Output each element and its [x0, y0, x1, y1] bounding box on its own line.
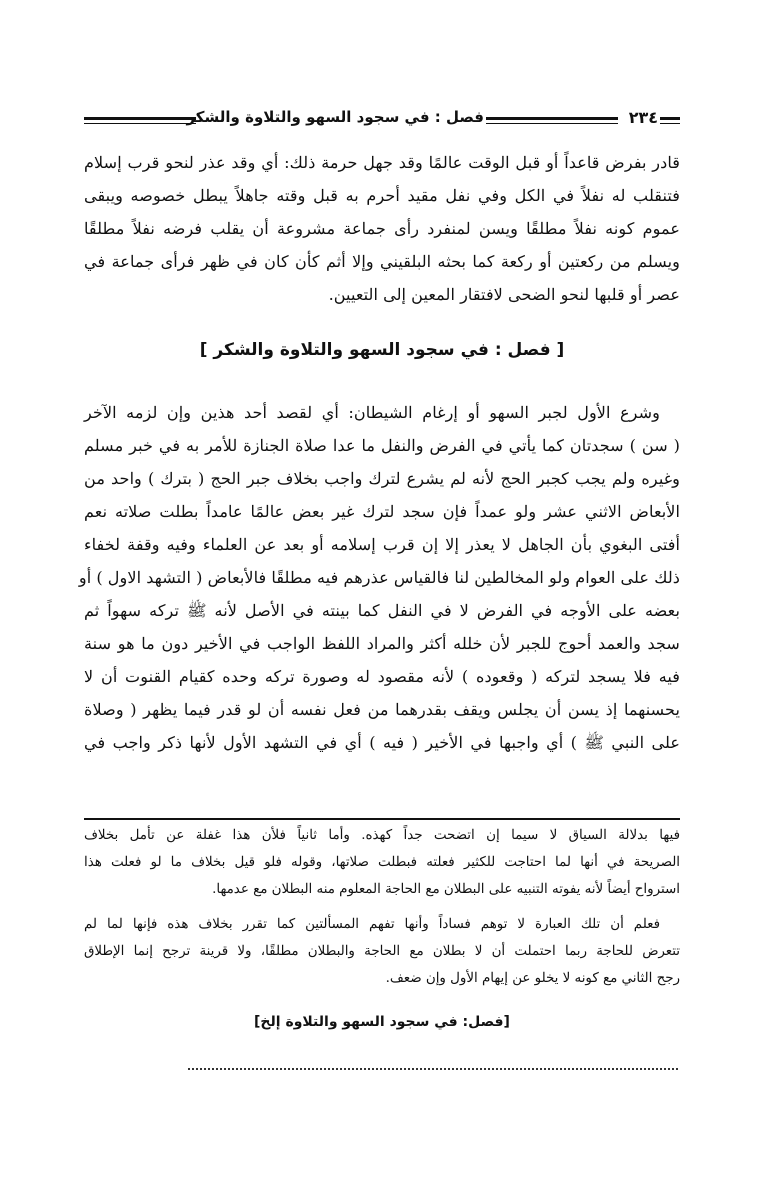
text-line: قادر بفرض قاعداً أو قبل الوقت عالمًا وقد جهل حرمة ذلك: أي وقد عذر لنحو قرب إسلام	[84, 153, 680, 172]
running-title: فصل : في سجود السهو والتلاوة والشكر	[186, 108, 484, 126]
text-line: بعضه على الأوجه في الفرض لا في النفل كما بينته في الأصل لأنه ﷺ تركه سهواً ثم	[84, 601, 680, 620]
footnote-section-heading: [فصل: في سجود السهو والتلاوة إلخ]	[254, 1014, 510, 1030]
footnote-line: رجح الثاني مع كونه لا يخلو عن إيهام الأول وإن ضعف.	[385, 971, 680, 986]
footnote-line: فعلم أن تلك العبارة لا توهم فساداً وأنها تفهم المسألتين كما تقرر بخلاف هذه فإنها لما لم	[84, 917, 660, 932]
section-heading: [ فصل : في سجود السهو والتلاوة والشكر ]	[199, 340, 565, 360]
header-rule-left	[84, 117, 196, 120]
text-line: عصر أو قلبها لنحو الضحى لافتقار المعين إلى التعيين.	[328, 285, 680, 304]
footnote-line: استرواح أيضاً لأنه يفوته التنبيه على البطلان مع الحاجة المعلوم منه البطلان مع عدمها.	[212, 882, 680, 897]
text-line: فيه فلا يسجد لتركه ( وقعوده ) لأنه مقصود له وصورة تركه وحده كقيام القنوت أن لا	[84, 667, 680, 686]
running-header	[84, 108, 680, 132]
text-line: فتنقلب له نفلاً في الكل وفي نفل مقيد أحرم به قبل وقته جاهلاً يبطل خصوصه ويبقى	[84, 186, 680, 205]
text-line: على النبي ﷺ ) أي واجبها في الأخير ( فيه ) أي في التشهد الأول لأنها ذكر واجب في	[84, 733, 680, 752]
text-line: الأبعاض الاثني عشر ولو عمداً فإن سجد لترك غير بعض عالمًا عامداً بطلت صلاته نعم	[84, 502, 680, 521]
text-line: عموم كونه نفلاً مطلقًا ويسن لمنفرد رأى جماعة مشروعة أن يقلب فرضه نفلاً مطلقًا	[84, 219, 680, 238]
main-text-paragraph-1	[84, 146, 680, 311]
text-line: ( سن ) سجدتان كما يأتي في الفرض والنفل ما عدا صلاة الجنازة للأمر به في خبر مسلم	[84, 436, 680, 455]
footnote-divider	[84, 818, 680, 820]
text-line: وغيره ولم يجب كجبر الحج لأنه لم يشرع لترك واجب بخلاف جبر الحج ( بترك ) واحد من	[84, 469, 680, 488]
text-line: ويسلم من ركعتين أو ركعة كما بحثه البلقيني وإلا أثم كأن كان في ظهر فرأى جماعة في	[84, 252, 680, 271]
footnote-line: تتعرض للحاجة ربما احتملت أن لا بطلان مع الحاجة والبطلان مطلقًا، ولا قرينة ترجح إنما الإطلاق	[84, 944, 680, 959]
footnote-line: فيها بدلالة السياق لا سيما إن اتضحت جداً كهذه. وأما ثانياً فلأن هذا غفلة عن تأمل بخلاف	[84, 828, 680, 843]
page-number: ٢٣٤	[628, 108, 658, 127]
header-rule-right	[660, 117, 680, 120]
header-rule-middle	[486, 117, 618, 120]
text-line: يحسنهما إذ يسن أن يجلس ويقف بقدرهما من فعل نفسه أن لو قدر فيما يظهر ( وصلاة	[84, 700, 680, 719]
main-text-paragraph-2	[78, 396, 680, 759]
footnote-line: الصريحة في أنها لما احتاجت للكثير فعلته فبطلت صلاتها، وقوله فلو قيل بخلاف ما لو فعلت هذا	[84, 855, 680, 870]
text-line: وشرع الأول لجبر السهو أو إرغام الشيطان: أي لقصد أحد هذين وإن لزمه الآخر	[84, 403, 660, 422]
footnotes	[84, 822, 680, 992]
text-line: سجد والعمد أحوج للجبر لأن خلله أكثر والمراد اللفظ الواجب في الأخير دون ما هو سنة	[84, 634, 680, 653]
dotted-separator	[188, 1068, 678, 1070]
text-line: أفتى البغوي بأن الجاهل لا يعذر إلا إن قرب إسلامه أو بعد عن العلماء وفيه وقفة لخفاء	[84, 535, 680, 554]
text-line: ذلك على العوام ولو المخالطين لنا فالقياس عذرهم فيه مطلقًا فالأبعاض ( التشهد الاول ) أو	[78, 568, 680, 587]
